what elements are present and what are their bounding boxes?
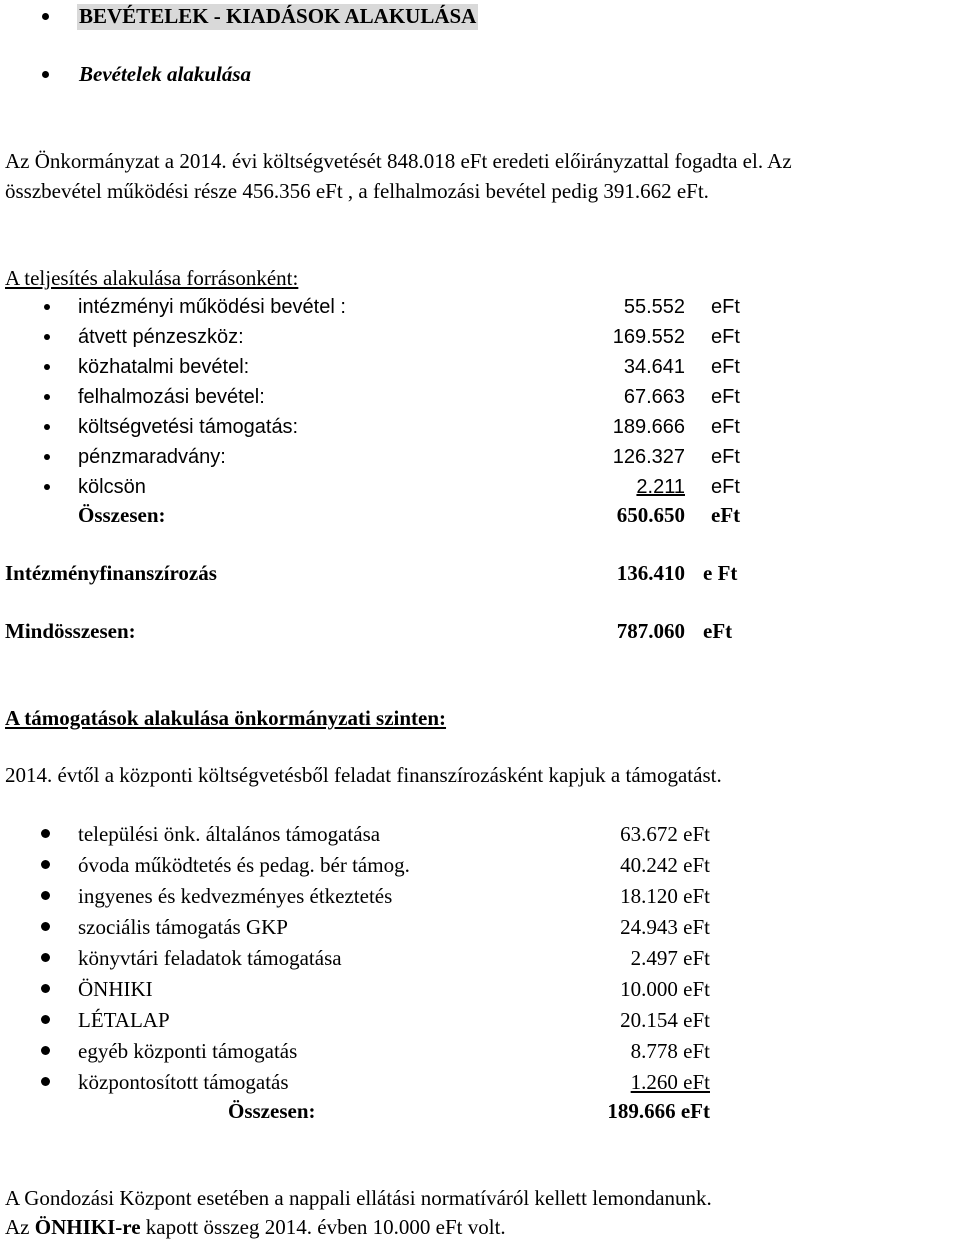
inst-financing-amount: 136.410 [616,561,685,585]
bullet-icon [41,984,50,993]
sources-total-unit: eFt [711,503,741,527]
list-item-label: szociális támogatás GKP [78,915,288,939]
support-total-amount: 189.666 eFt [607,1099,710,1123]
bullet-icon [41,922,50,931]
inst-financing-label: Intézményfinanszírozás [5,561,217,585]
list-item-amount: 18.120 eFt [620,884,710,908]
list-item-amount: 2.211 [636,476,685,498]
bullet-icon [42,71,49,78]
list-item-amount: 63.672 eFt [620,822,710,846]
list-item-amount: 8.778 eFt [630,1039,710,1063]
list-item-label: LÉTALAP [78,1008,170,1032]
list-item-label: ingyenes és kedvezményes étkeztetés [78,884,393,908]
bullet-icon [41,829,50,838]
list-item-label: ÖNHIKI [78,977,153,1001]
list-item-label: kölcsön [78,476,146,498]
list-item-label: pénzmaradvány: [78,446,226,468]
footer-line-2-post: kapott összeg 2014. évben 10.000 eFt volt. [140,1215,506,1239]
list-item-unit: eFt [711,446,740,468]
list-item-amount: 10.000 eFt [620,977,710,1001]
grand-total-unit: eFt [703,619,733,643]
bullet-icon [44,304,50,310]
support-title: A támogatások alakulása önkormányzati szinten: [5,706,447,730]
bullet-icon [44,364,50,370]
list-item-label: könyvtári feladatok támogatása [78,946,342,970]
list-item-amount: 67.663 [623,386,685,408]
intro-line-1: Az Önkormányzat a 2014. évi költségvetését 848.018 eFt eredeti előirányzattal fogadta el. Az [5,149,792,173]
sources-title: A teljesítés alakulása forrásonként: [5,266,299,290]
bullet-icon [44,394,50,400]
footer-line-1: A Gondozási Központ esetében a nappali ellátási normatíváról kellett lemondanunk. [5,1186,712,1210]
list-item-amount: 24.943 eFt [620,915,710,939]
list-item-amount: 34.641 [623,356,685,378]
list-item-label: óvoda működtetés és pedag. bér támog. [78,853,410,877]
bullet-icon [44,424,50,430]
footer-line-2 [5,1217,506,1238]
list-item-unit: eFt [711,326,740,348]
bullet-icon [41,860,50,869]
list-item-unit: eFt [711,416,740,438]
list-item-unit: eFt [711,296,740,318]
bullet-icon [41,1046,50,1055]
bullet-icon [41,1077,50,1086]
bullet-icon [41,953,50,962]
list-item-amount: 189.666 [612,416,685,438]
grand-total-label: Mindösszesen: [5,619,136,643]
sources-total-amount: 650.650 [616,503,685,527]
list-item-label: egyéb központi támogatás [78,1039,298,1063]
list-item-label: települési önk. általános támogatása [78,822,381,846]
support-total-label: Összesen: [228,1099,316,1123]
section-subtitle: Bevételek alakulása [79,62,252,86]
list-item-unit: eFt [711,476,740,498]
footer-line-2-bold: ÖNHIKI-re [34,1215,141,1239]
support-intro: 2014. évtől a központi költségvetésből feladat finanszírozásként kapjuk a támogatást. [5,763,722,787]
list-item-amount: 1.260 eFt [630,1070,710,1094]
list-item-amount: 40.242 eFt [620,853,710,877]
list-item-unit: eFt [711,356,740,378]
list-item-label: intézményi működési bevétel : [78,296,346,318]
list-item-amount: 169.552 [612,326,685,348]
bullet-icon [42,13,49,20]
sources-total-label: Összesen: [78,503,166,527]
bullet-icon [44,454,50,460]
grand-total-amount: 787.060 [616,619,685,643]
footer-line-2-pre: Az [5,1215,35,1239]
list-item-amount: 126.327 [612,446,685,468]
list-item-label: átvett pénzeszköz: [78,326,244,348]
list-item-amount: 2.497 eFt [630,946,710,970]
bullet-icon [41,891,50,900]
bullet-icon [44,484,50,490]
page-title: BEVÉTELEK - KIADÁSOK ALAKULÁSA [79,4,477,28]
list-item-amount: 20.154 eFt [620,1008,710,1032]
list-item-label: közhatalmi bevétel: [78,356,250,378]
list-item-label: költségvetési támogatás: [78,416,299,438]
list-item-unit: eFt [711,386,740,408]
inst-financing-unit: e Ft [703,561,738,585]
bullet-icon [44,334,50,340]
intro-line-2: összbevétel működési része 456.356 eFt , a felhalmozási bevétel pedig 391.662 eFt. [5,179,709,203]
list-item-label: felhalmozási bevétel: [78,386,265,408]
bullet-icon [41,1015,50,1024]
list-item-amount: 55.552 [623,296,685,318]
list-item-label: központosított támogatás [78,1070,289,1094]
